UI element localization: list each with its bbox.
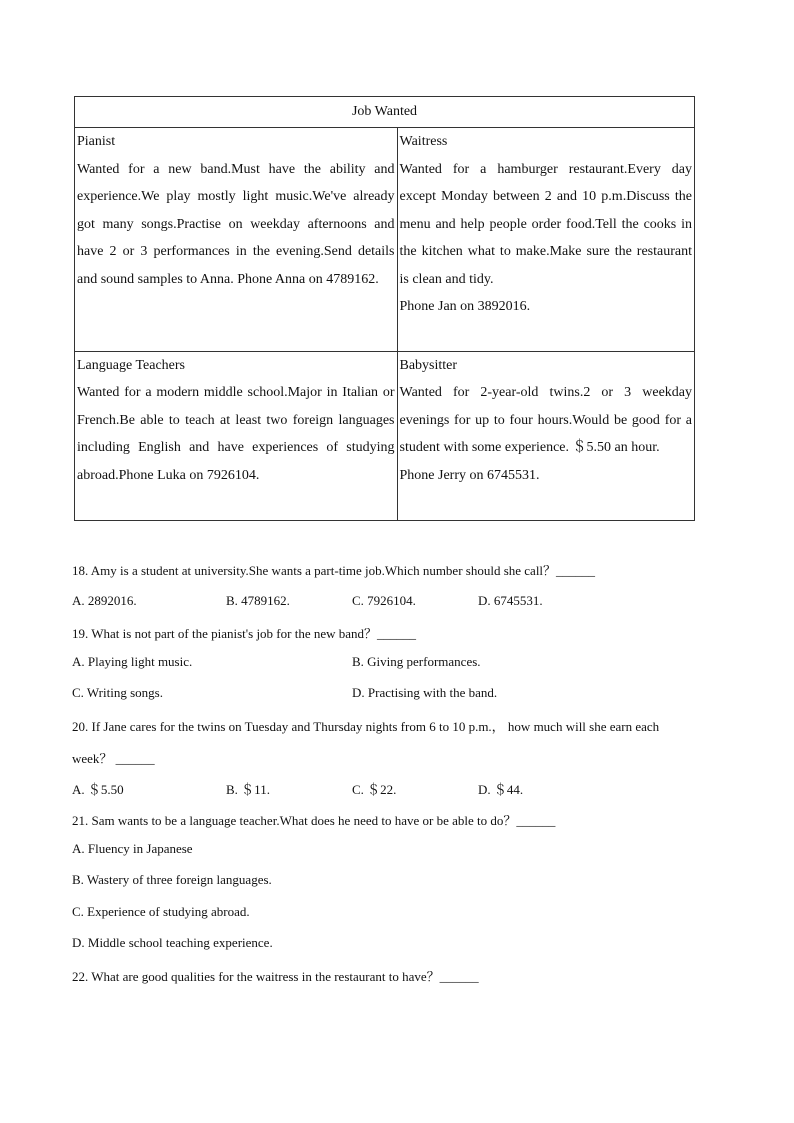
q18-option-c: C. 7926104. xyxy=(352,593,416,608)
q21-option-a: A. Fluency in Japanese xyxy=(72,841,193,856)
pianist-ad xyxy=(75,128,398,352)
babysitter-phone: Phone Jerry on 6745531. xyxy=(399,467,540,483)
question-20: 20. If Jane cares for the twins on Tuesday and Thursday nights from 6 to 10 p.m.， how much will she earn each xyxy=(72,719,660,734)
babysitter-title: Babysitter xyxy=(399,357,458,373)
q18-option-d: D. 6745531. xyxy=(478,593,543,608)
q18-option-a: A. 2892016. xyxy=(72,593,137,608)
table-title: Job Wanted xyxy=(75,97,695,128)
babysitter-body: Wanted for 2-year-old twins.2 or 3 weekday evenings for up to four hours.Would be good for a student with some experience. ＄5.50 an hour. xyxy=(399,385,692,456)
q20-option-c: C. ＄22. xyxy=(352,782,397,797)
q20-option-a: A. ＄5.50 xyxy=(72,782,124,797)
q19-option-d: D. Practising with the band. xyxy=(352,685,498,700)
question-20-cont: week？ ______ xyxy=(72,751,155,766)
waitress-body: Wanted for a hamburger restaurant.Every day except Monday between 2 and 10 p.m.Discuss the menu and help people order food.Tell the cooks in the kitchen what to make.Make sure the restaurant is clean and tidy. xyxy=(399,161,692,287)
q20-option-d: D. ＄44. xyxy=(478,782,524,797)
pianist-body: Wanted for a new band.Must have the ability and experience.We play mostly light music.We've already got many songs.Practise on weekday afternoons and have 2 or 3 performances in the evening.Send details and sound samples to Anna. Phone Anna on 4789162. xyxy=(77,161,395,287)
job-wanted-table xyxy=(74,96,695,521)
language-body: Wanted for a modern middle school.Major in Italian or French.Be able to teach at least two foreign languages including English and have experiences of studying abroad.Phone Luka on 7926104. xyxy=(77,385,395,483)
language-teachers-ad xyxy=(75,351,398,520)
language-title: Language Teachers xyxy=(77,357,185,373)
pianist-title: Pianist xyxy=(77,134,116,150)
question-19: 19. What is not part of the pianist's job for the new band？______ xyxy=(72,626,417,641)
q20-option-b: B. ＄11. xyxy=(226,782,270,797)
q19-option-c: C. Writing songs. xyxy=(72,685,163,700)
q19-option-b: B. Giving performances. xyxy=(352,654,481,669)
question-21: 21. Sam wants to be a language teacher.What does he need to have or be able to do？______ xyxy=(72,813,556,828)
waitress-ad xyxy=(397,128,695,352)
q18-option-b: B. 4789162. xyxy=(226,593,290,608)
q21-option-b: B. Wastery of three foreign languages. xyxy=(72,872,272,887)
question-18: 18. Amy is a student at university.She wants a part-time job.Which number should she call？______ xyxy=(72,563,596,578)
waitress-title: Waitress xyxy=(399,134,448,150)
q21-option-c: C. Experience of studying abroad. xyxy=(72,904,250,919)
question-22: 22. What are good qualities for the waitress in the restaurant to have？______ xyxy=(72,969,479,984)
babysitter-ad xyxy=(397,351,695,520)
waitress-phone: Phone Jan on 3892016. xyxy=(399,299,531,315)
q21-option-d: D. Middle school teaching experience. xyxy=(72,935,273,950)
q19-option-a: A. Playing light music. xyxy=(72,654,193,669)
